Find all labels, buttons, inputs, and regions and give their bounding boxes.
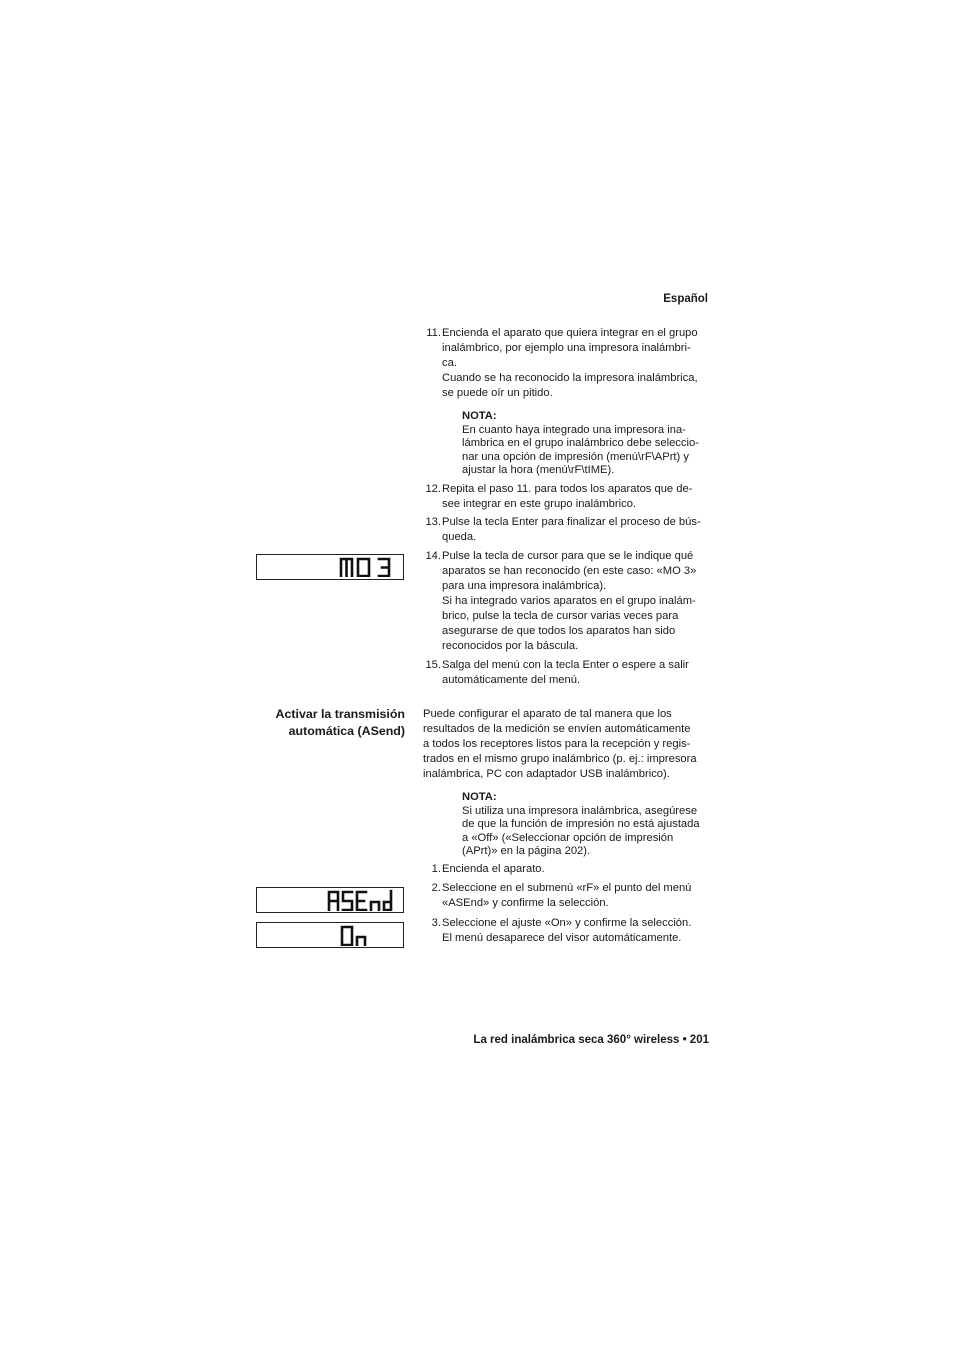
section-heading-line: Activar la transmisión bbox=[275, 707, 405, 721]
note-box bbox=[462, 409, 714, 477]
step-line: asegurarse de que todos los aparatos han sido bbox=[442, 625, 676, 637]
note-box bbox=[462, 790, 714, 858]
note-heading: NOTA: bbox=[462, 410, 497, 422]
step-line: Cuando se ha reconocido la impresora inalámbrica, bbox=[442, 372, 698, 384]
step-line: Pulse la tecla Enter para finalizar el proceso de bús- bbox=[442, 516, 701, 528]
step-line: Si ha integrado varios aparatos en el grupo inalám- bbox=[442, 595, 696, 607]
step-line: «ASEnd» y confirme la selección. bbox=[442, 897, 609, 909]
note-line: de que la función de impresión no está ajustada bbox=[462, 818, 700, 831]
step-number: 11. bbox=[426, 327, 441, 339]
step-line: automáticamente del menú. bbox=[442, 674, 581, 686]
note-line: a «Off» («Seleccionar opción de impresión bbox=[462, 831, 674, 844]
step-line: brico, pulse la tecla de cursor varias veces para bbox=[442, 610, 679, 622]
step-number: 1. bbox=[431, 863, 441, 875]
section-heading-line: automática (ASend) bbox=[288, 724, 405, 738]
lcd-glyph-mo3 bbox=[339, 557, 399, 577]
lcd-display-asend bbox=[256, 887, 404, 913]
step-number: 2. bbox=[431, 882, 441, 894]
list-item bbox=[420, 916, 712, 946]
step-number: 15. bbox=[425, 659, 441, 671]
lcd-display-mo3 bbox=[256, 554, 404, 580]
step-line: Salga del menú con la tecla Enter o espere a salir bbox=[442, 659, 689, 671]
lcd-display-on bbox=[256, 922, 404, 948]
note-line: (APrt)» en la página 202). bbox=[462, 844, 591, 857]
step-number: 12. bbox=[425, 483, 441, 495]
lcd-glyph-asend bbox=[327, 889, 393, 911]
list-item bbox=[420, 881, 712, 911]
list-item bbox=[420, 515, 712, 545]
list-item bbox=[420, 482, 712, 512]
step-line: Seleccione el ajuste «On» y confirme la selección. bbox=[442, 917, 692, 929]
lcd-glyph-on bbox=[340, 924, 368, 946]
step-line: Seleccione en el submenú «rF» el punto del menú bbox=[442, 882, 692, 894]
step-line: Encienda el aparato que quiera integrar en el grupo bbox=[442, 327, 698, 339]
step-number: 13. bbox=[425, 516, 441, 528]
step-line: El menú desaparece del visor automáticamente. bbox=[442, 932, 682, 944]
intro-line: a todos los receptores listos para la recepción y regis- bbox=[423, 738, 691, 750]
step-line: queda. bbox=[442, 531, 477, 543]
step-line: inalámbrico, por ejemplo una impresora inalámbri- bbox=[442, 342, 691, 354]
list-item bbox=[420, 862, 712, 877]
note-line: nar una opción de impresión (menú\rF\APrt) y bbox=[462, 450, 689, 463]
list-item bbox=[420, 549, 712, 654]
step-line: Encienda el aparato. bbox=[442, 863, 545, 875]
step-line: see integrar en este grupo inalámbrico. bbox=[442, 498, 637, 510]
intro-paragraph bbox=[423, 707, 713, 782]
step-line: aparatos se han reconocido (en este caso: «MO 3» bbox=[442, 565, 697, 577]
language-label: Español bbox=[663, 293, 708, 305]
step-line: ca. bbox=[442, 357, 457, 369]
step-number: 3. bbox=[431, 917, 441, 929]
page-footer: La red inalámbrica seca 360° wireless • 201 bbox=[473, 1034, 709, 1046]
intro-line: inalámbrica, PC con adaptador USB inalámbrico). bbox=[423, 768, 670, 780]
list-item bbox=[420, 326, 712, 401]
step-line: para una impresora inalámbrica). bbox=[442, 580, 607, 592]
intro-line: resultados de la medición se envíen automáticamente bbox=[423, 723, 691, 735]
step-line: Pulse la tecla de cursor para que se le indique qué bbox=[442, 550, 694, 562]
note-line: lámbrica en el grupo inalámbrico debe seleccio- bbox=[462, 437, 699, 450]
section-heading bbox=[240, 706, 405, 740]
step-line: reconocidos por la báscula. bbox=[442, 640, 579, 652]
note-line: En cuanto haya integrado una impresora ina- bbox=[462, 424, 686, 436]
note-line: Si utiliza una impresora inalámbrica, asegúrese bbox=[462, 805, 698, 817]
step-line: se puede oír un pitido. bbox=[442, 387, 553, 399]
intro-line: Puede configurar el aparato de tal manera que los bbox=[423, 708, 672, 720]
note-line: ajustar la hora (menú\rF\tIME). bbox=[462, 463, 615, 476]
intro-line: trados en el mismo grupo inalámbrico (p. ej.: impresora bbox=[423, 753, 697, 765]
note-heading: NOTA: bbox=[462, 791, 497, 803]
list-item bbox=[420, 658, 712, 688]
step-line: Repita el paso 11. para todos los aparatos que de- bbox=[442, 483, 693, 495]
step-number: 14. bbox=[425, 550, 441, 562]
